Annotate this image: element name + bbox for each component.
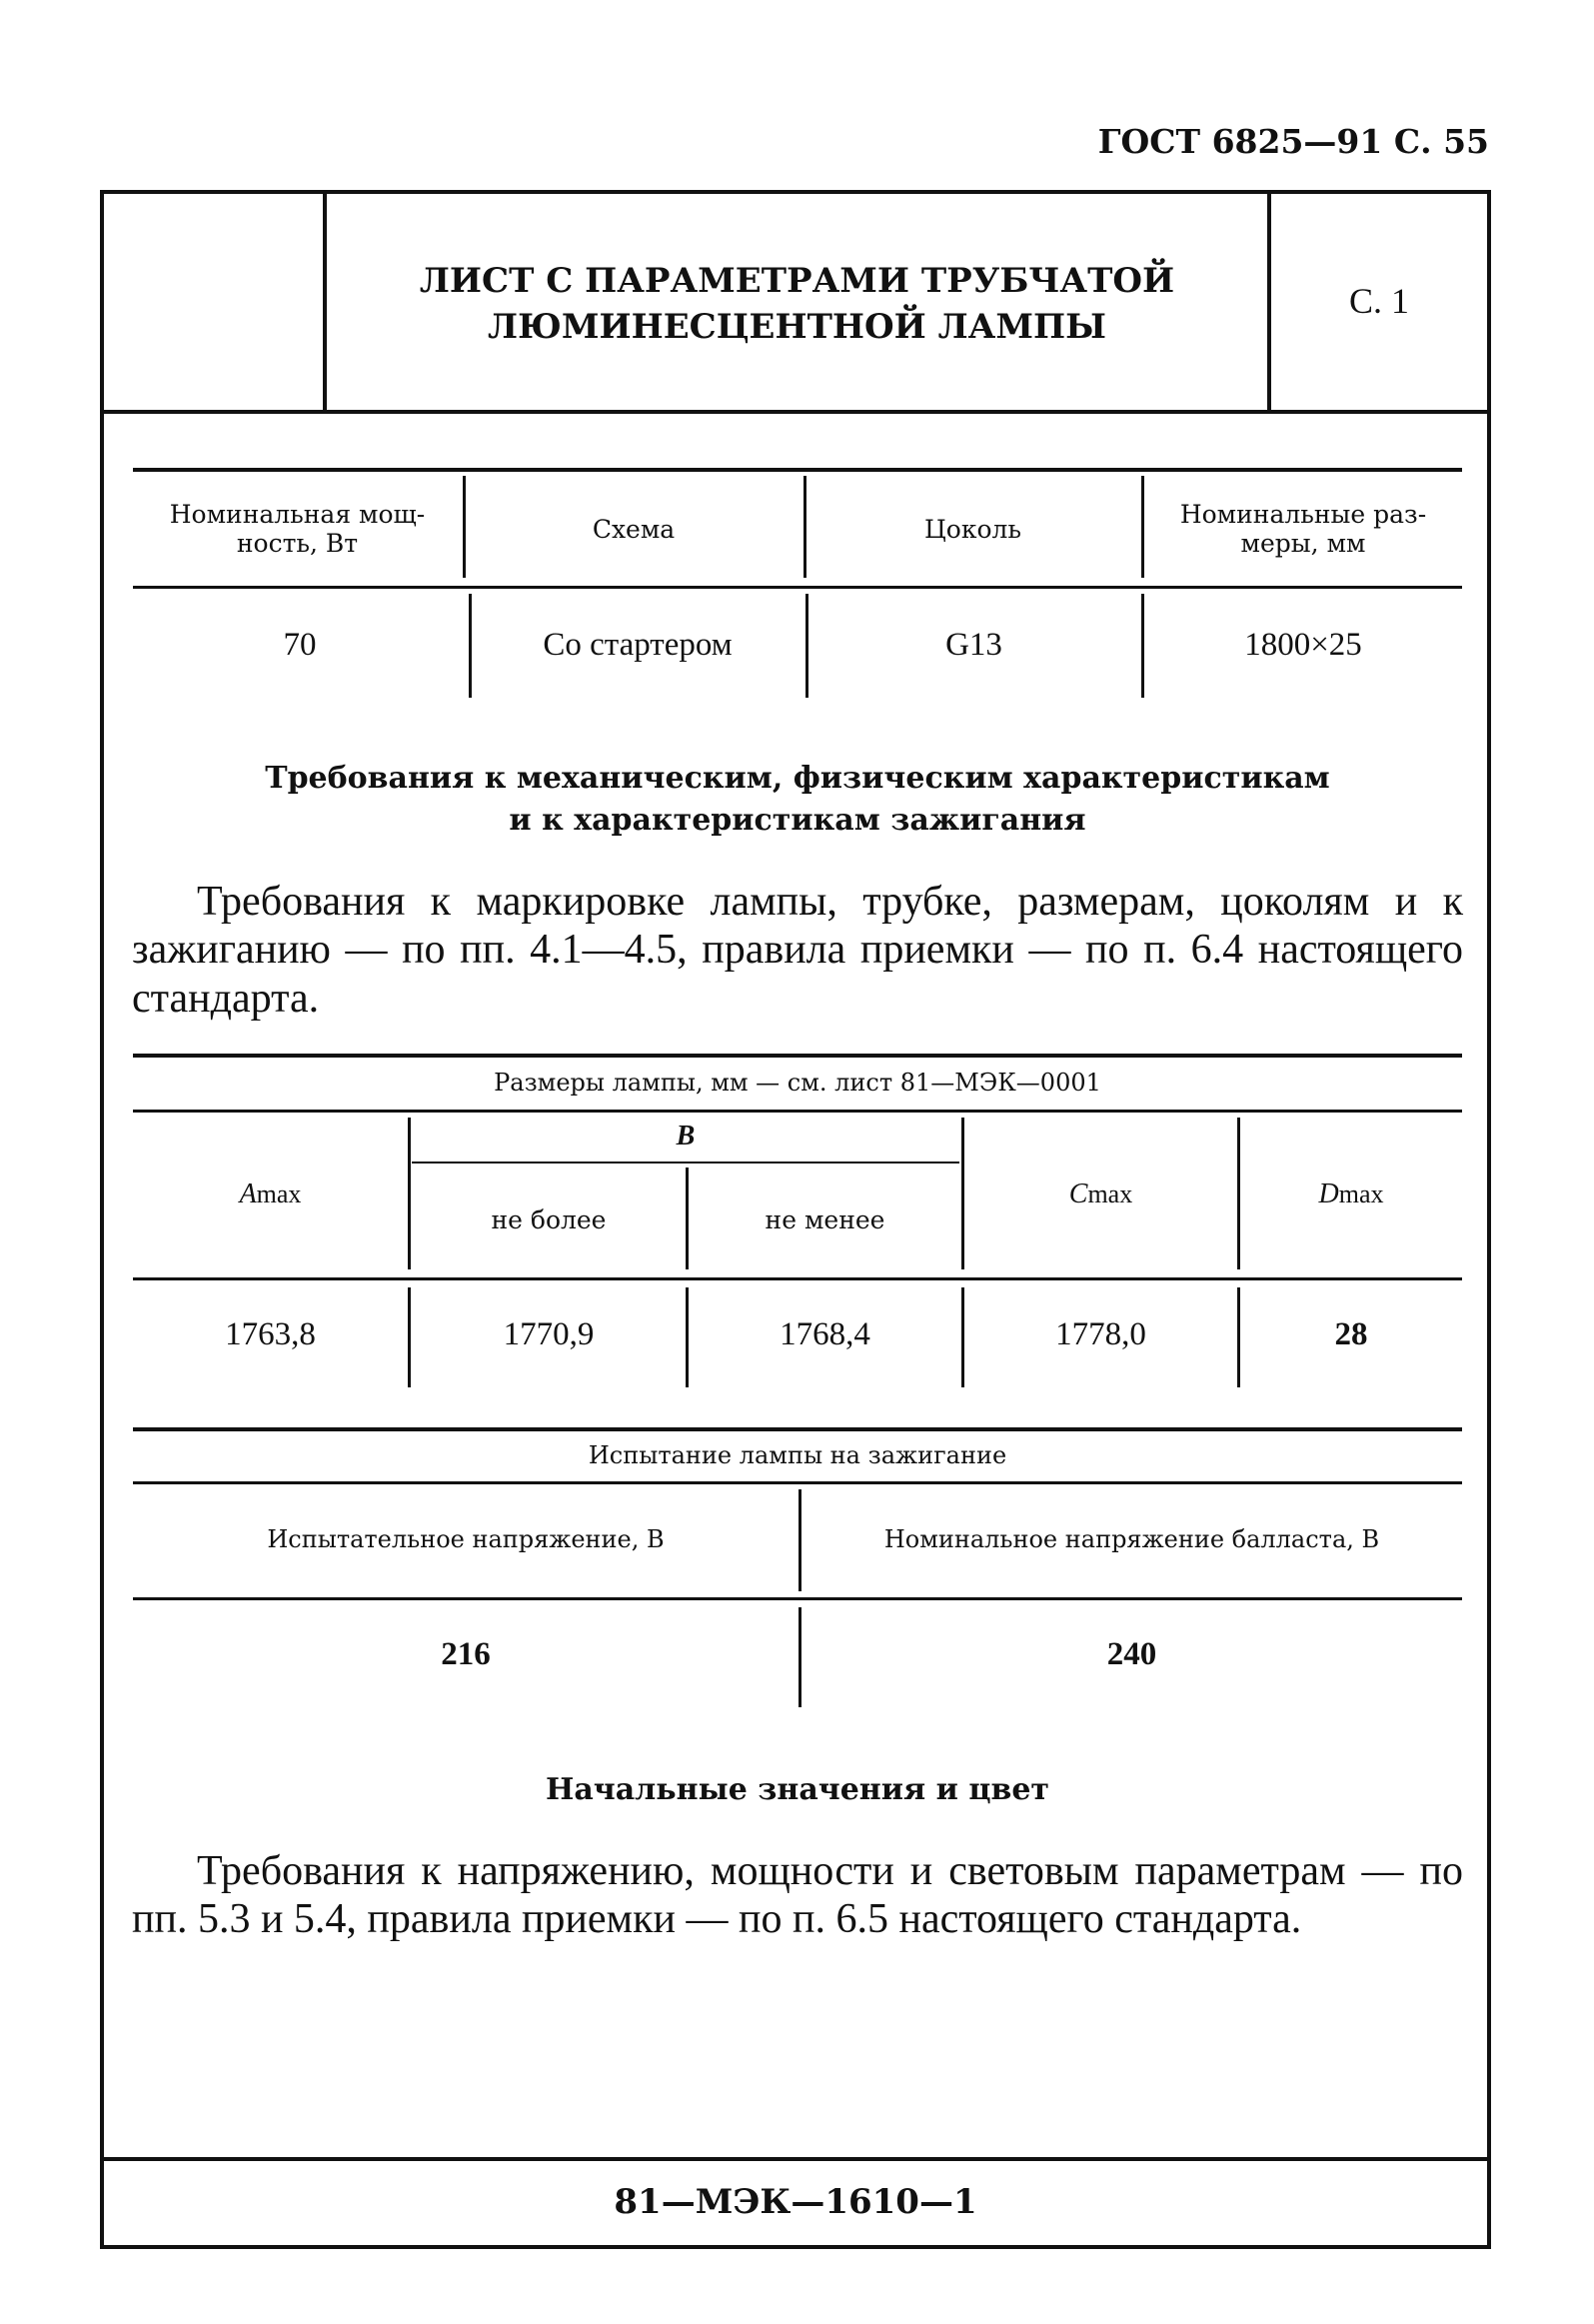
ignition-table-value-ballast-voltage: 240 — [1106, 1636, 1157, 1673]
section1-heading-line1: Требования к механическим, физическим характеристикам — [265, 761, 1330, 796]
sheet-title — [327, 258, 1267, 350]
dims-table-caption: Размеры лампы, мм — см. лист 81—МЭК—0001 — [494, 1069, 1101, 1098]
dims-table-header-d-sub: max — [1338, 1179, 1384, 1209]
main-table-top-rule — [133, 468, 1462, 472]
section2-paragraph: Требования к напряжению, мощности и световым параметрам — по пп. 5.3 и 5.4, правила приемки — по п. 6.5 настоящего стандарта. — [132, 1848, 1463, 1943]
main-table-header-dimensions: Номинальные раз- меры, мм — [1179, 500, 1427, 558]
section2-heading: Начальные значения и цвет — [545, 1772, 1050, 1807]
dims-table-header-b-max: не более — [491, 1204, 607, 1234]
dims-table-value-a: 1763,8 — [225, 1316, 316, 1353]
dims-table-header-a — [133, 1114, 408, 1275]
ignition-table-caption: Испытание лампы на зажигание — [588, 1441, 1007, 1470]
sheet-page-label: С. 1 — [1348, 281, 1409, 322]
dims-table-value-b-max: 1770,9 — [503, 1316, 595, 1353]
section1-heading-line2: и к характеристикам зажигания — [509, 803, 1086, 838]
dims-table-header-rule — [133, 1277, 1462, 1280]
main-table-value-power: 70 — [283, 627, 317, 664]
dims-table-header-d-symbol: D — [1318, 1177, 1339, 1209]
standard-reference: ГОСТ 6825—91 С. 55 — [1097, 122, 1489, 161]
dims-table-b-subrule — [412, 1162, 959, 1163]
dims-table-col-divider — [408, 1287, 411, 1387]
title-bottom-border — [100, 410, 1491, 414]
section1-paragraph: Требования к маркировке лампы, трубке, размерам, цоколям и к зажиганию — по пп. 4.1—4.5, правила приемки — по п. 6.4 настоящего стандарта. — [132, 879, 1463, 1022]
dims-table-header-a-sub: max — [256, 1179, 302, 1209]
main-table-value-dimensions: 1800×25 — [1244, 627, 1362, 664]
sheet-title-line2: ЛЮМИНЕСЦЕНТНОЙ ЛАМПЫ — [488, 307, 1106, 347]
ignition-table-caption-rule — [133, 1481, 1462, 1484]
ignition-table-header-rule — [133, 1597, 1462, 1600]
dims-table-value-d: 28 — [1334, 1316, 1368, 1353]
main-table-value-base: G13 — [945, 627, 1002, 664]
dims-table-header-c-symbol: C — [1068, 1177, 1088, 1209]
dims-table-caption-rule — [133, 1110, 1462, 1113]
dims-table-header-c — [964, 1114, 1237, 1275]
dims-table-header-b: B — [676, 1120, 696, 1152]
footer-sheet-code: 81—МЭК—1610—1 — [614, 2182, 977, 2223]
main-table-header-base: Цоколь — [923, 514, 1022, 544]
dims-table-col-divider — [408, 1118, 411, 1269]
dims-table-header-a-symbol: A — [239, 1177, 257, 1209]
dims-table-header-c-sub: max — [1087, 1179, 1133, 1209]
ignition-table-value-test-voltage: 216 — [441, 1636, 491, 1673]
frame-bottom-border — [100, 2245, 1491, 2249]
dims-table-value-c: 1778,0 — [1055, 1316, 1146, 1353]
main-table-value-scheme: Со стартером — [543, 627, 733, 664]
sheet-title-line1: ЛИСТ С ПАРАМЕТРАМИ ТРУБЧАТОЙ — [419, 261, 1175, 301]
frame-left-border — [100, 190, 104, 2249]
main-table-header-scheme: Схема — [592, 514, 676, 544]
dims-table-header-d — [1240, 1114, 1462, 1275]
frame-right-border — [1487, 190, 1491, 2249]
ignition-table-header-ballast-voltage: Номинальное напряжение балласта, В — [883, 1525, 1380, 1554]
main-table-header-rule — [133, 586, 1462, 589]
dims-table-header-b-min: не менее — [765, 1204, 885, 1234]
main-table-header-power: Номинальная мощ- ность, Вт — [169, 500, 426, 558]
ignition-table-header-test-voltage: Испытательное напряжение, В — [267, 1525, 665, 1554]
section1-heading — [133, 758, 1462, 842]
dims-table-value-b-min: 1768,4 — [780, 1316, 870, 1353]
